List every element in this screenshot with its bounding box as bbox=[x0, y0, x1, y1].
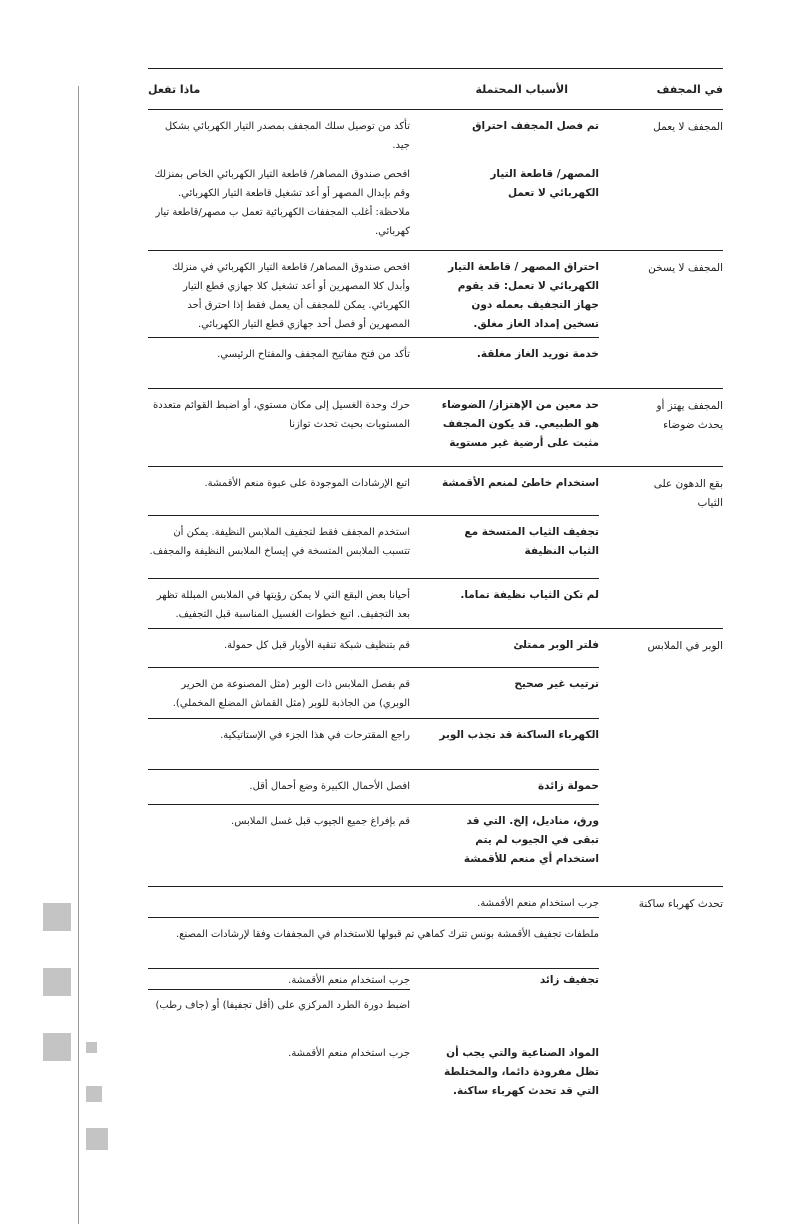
problem-text: تحدث كهرباء ساكنة bbox=[638, 898, 723, 910]
side-marker-1 bbox=[86, 1042, 97, 1053]
problem-group bbox=[148, 251, 723, 389]
header-problem: في المجفف bbox=[656, 83, 723, 96]
action-text: راجع المقترحات في هذا الجزء في الإستاتيكية. bbox=[220, 730, 410, 741]
cause-text: الكهرباء الساكنة قد تجذب الوبر bbox=[439, 729, 599, 741]
action-text: جرب استخدام منعم الأقمشة. bbox=[477, 898, 599, 909]
table-row bbox=[148, 989, 599, 1037]
table-row bbox=[148, 667, 599, 718]
side-tab-1 bbox=[43, 903, 71, 931]
table-row bbox=[148, 804, 599, 889]
cause-text: استخدام خاطئ لمنعم الأقمشة bbox=[442, 477, 599, 489]
table-row bbox=[148, 1037, 599, 1103]
troubleshooting-table bbox=[148, 68, 723, 1102]
action-text: اضبط دورة الطرد المركزي على (أقل تجفيفا) أو (جاف رطب) bbox=[148, 989, 410, 1015]
cause-text: حد معين من الإهتزاز/ الضوضاء هو الطبيعي. قد يكون المجفف مثبت على أرضية غير مستوية bbox=[441, 399, 599, 449]
action-text: قم بإفراغ جميع الجيوب قبل غسل الملابس. bbox=[231, 816, 410, 827]
cause-text: المواد الصناعية والتي يجب أن تظل مفرودة دائما، والمختلطة التي قد تحدث كهرباء ساكنة. bbox=[444, 1047, 599, 1097]
table-row bbox=[148, 467, 599, 515]
table-row bbox=[148, 769, 599, 804]
table-row bbox=[148, 251, 599, 337]
cause-text: احتراق المصهر / قاطعة التيار الكهربائي لا تعمل: قد يقوم جهاز التجفيف بعمله دون تسخين إمداد الغاز مغلق. bbox=[448, 261, 599, 330]
side-marker-2 bbox=[86, 1086, 102, 1102]
cause-text: تجفيف زائد bbox=[539, 974, 599, 986]
cause-text: خدمة توريد الغاز مغلقة. bbox=[476, 348, 599, 360]
cause-text: المصهر/ قاطعة التيار الكهربائي لا تعمل bbox=[490, 168, 599, 199]
table-row bbox=[148, 718, 599, 769]
action-text: افحص صندوق المصاهر/ قاطعة التيار الكهربائي الخاص بمنزلك وقم بإبدال المصهر أو أعد تشغيل قاطعة التيار الكهربائي. ملاحظة: أغلب المجففات الكهربائية تعمل ب مصهر/قاطعة تيار كهربائي. bbox=[154, 169, 410, 237]
cause-text: ترتيب غير صحيح bbox=[514, 678, 599, 690]
problem-text: المجفف لا يسخن bbox=[648, 262, 723, 274]
problem-group bbox=[148, 110, 723, 251]
action-text: قم بفصل الملابس ذات الوبر (مثل المصنوعة من الحرير الوبري) من الجاذبة للوبر (مثل القماش المضلع المخملي). bbox=[172, 679, 410, 709]
cause-text: فلتر الوبر ممتلئ bbox=[513, 639, 599, 651]
cause-text: لم تكن الثياب نظيفة تماما. bbox=[460, 589, 599, 601]
action-text: جرب استخدام منعم الأقمشة. bbox=[288, 975, 410, 986]
cause-text: تم فصل المجفف احتراق bbox=[472, 120, 599, 132]
problem-text: المجفف يهتز أو يحدث ضوضاء bbox=[656, 400, 723, 431]
table-row bbox=[148, 578, 599, 629]
table-row bbox=[148, 968, 599, 989]
action-text: استخدم المجفف فقط لتجفيف الملابس النظيفة. يمكن أن تتسبب الملابس المتسخة في إيساخ الملابس النظيفة والمجفف. bbox=[149, 527, 410, 557]
problem-group bbox=[148, 467, 723, 629]
table-header bbox=[148, 68, 723, 110]
action-text: اتبع الإرشادات الموجودة على عبوة منعم الأقمشة. bbox=[204, 478, 410, 489]
problem-text: بقع الدهون على الثياب bbox=[653, 478, 723, 509]
cause-text: ورق، مناديل، إلخ. التي قد تبقى في الجيوب لم يتم استخدام أي منعم للأقمشة bbox=[463, 815, 599, 865]
header-action: ماذا تفعل bbox=[148, 83, 201, 96]
cause-text: حمولة زائدة bbox=[537, 780, 599, 792]
table-row bbox=[148, 110, 599, 158]
problem-group bbox=[148, 389, 723, 467]
action-text: تأكد من توصيل سلك المجفف بمصدر التيار الكهربائي بشكل جيد. bbox=[164, 121, 410, 151]
action-text: قم بتنظيف شبكة تنقية الأوبار قبل كل حمولة. bbox=[224, 640, 410, 651]
header-cause: الأسباب المحتملة bbox=[475, 83, 568, 96]
margin-line bbox=[78, 86, 79, 1224]
side-marker-3 bbox=[86, 1128, 108, 1150]
side-tab-2 bbox=[43, 968, 71, 996]
action-text: افحص صندوق المصاهر/ قاطعة التيار الكهربائي في منزلك وأبدل كلا المصهرين أو أعد تشغيل كلا جهازي قطع التيار الكهربائي. يمكن للمجفف أن يعمل فقط إذا احترق أحد المصهرين أو فصل أحد جهازي قطع التيار الكهربائي. bbox=[172, 262, 410, 330]
problem-text: المجفف لا يعمل bbox=[653, 121, 723, 133]
table-row bbox=[148, 917, 599, 968]
action-text: افصل الأحمال الكبيرة وضع أحمال أقل. bbox=[249, 781, 410, 792]
problem-text: الوبر في الملابس bbox=[647, 640, 723, 652]
table-row bbox=[148, 629, 599, 667]
problem-group bbox=[148, 887, 723, 1102]
problem-group bbox=[148, 629, 723, 887]
action-text: حرك وحدة الغسيل إلى مكان مستوي، أو اضبط القوائم متعددة المستويات بحيث تحدث توازنا bbox=[153, 400, 410, 430]
cause-text: تجفيف الثياب المتسخة مع الثياب النظيفة bbox=[464, 526, 599, 557]
table-row bbox=[148, 337, 599, 388]
action-text: جرب استخدام منعم الأقمشة. bbox=[288, 1048, 410, 1059]
side-tab-3 bbox=[43, 1033, 71, 1061]
table-row bbox=[148, 515, 599, 578]
table-row bbox=[148, 389, 599, 466]
action-text: ملطفات تجفيف الأقمشة بونس تترك كماهي تم قبولها للاستخدام في المجففات وفقا لإرشادات المصنع. bbox=[175, 929, 599, 940]
table-row bbox=[148, 887, 599, 917]
action-text: تأكد من فتح مفاتيح المجفف والمفتاح الرئيسي. bbox=[217, 349, 410, 360]
table-row bbox=[148, 158, 599, 250]
action-text: أحيانا بعض البقع التي لا يمكن رؤيتها في الملابس المبللة تظهر بعد التجفيف. اتبع خطوات الغسيل المناسبة قبل التجفيف. bbox=[156, 590, 410, 620]
